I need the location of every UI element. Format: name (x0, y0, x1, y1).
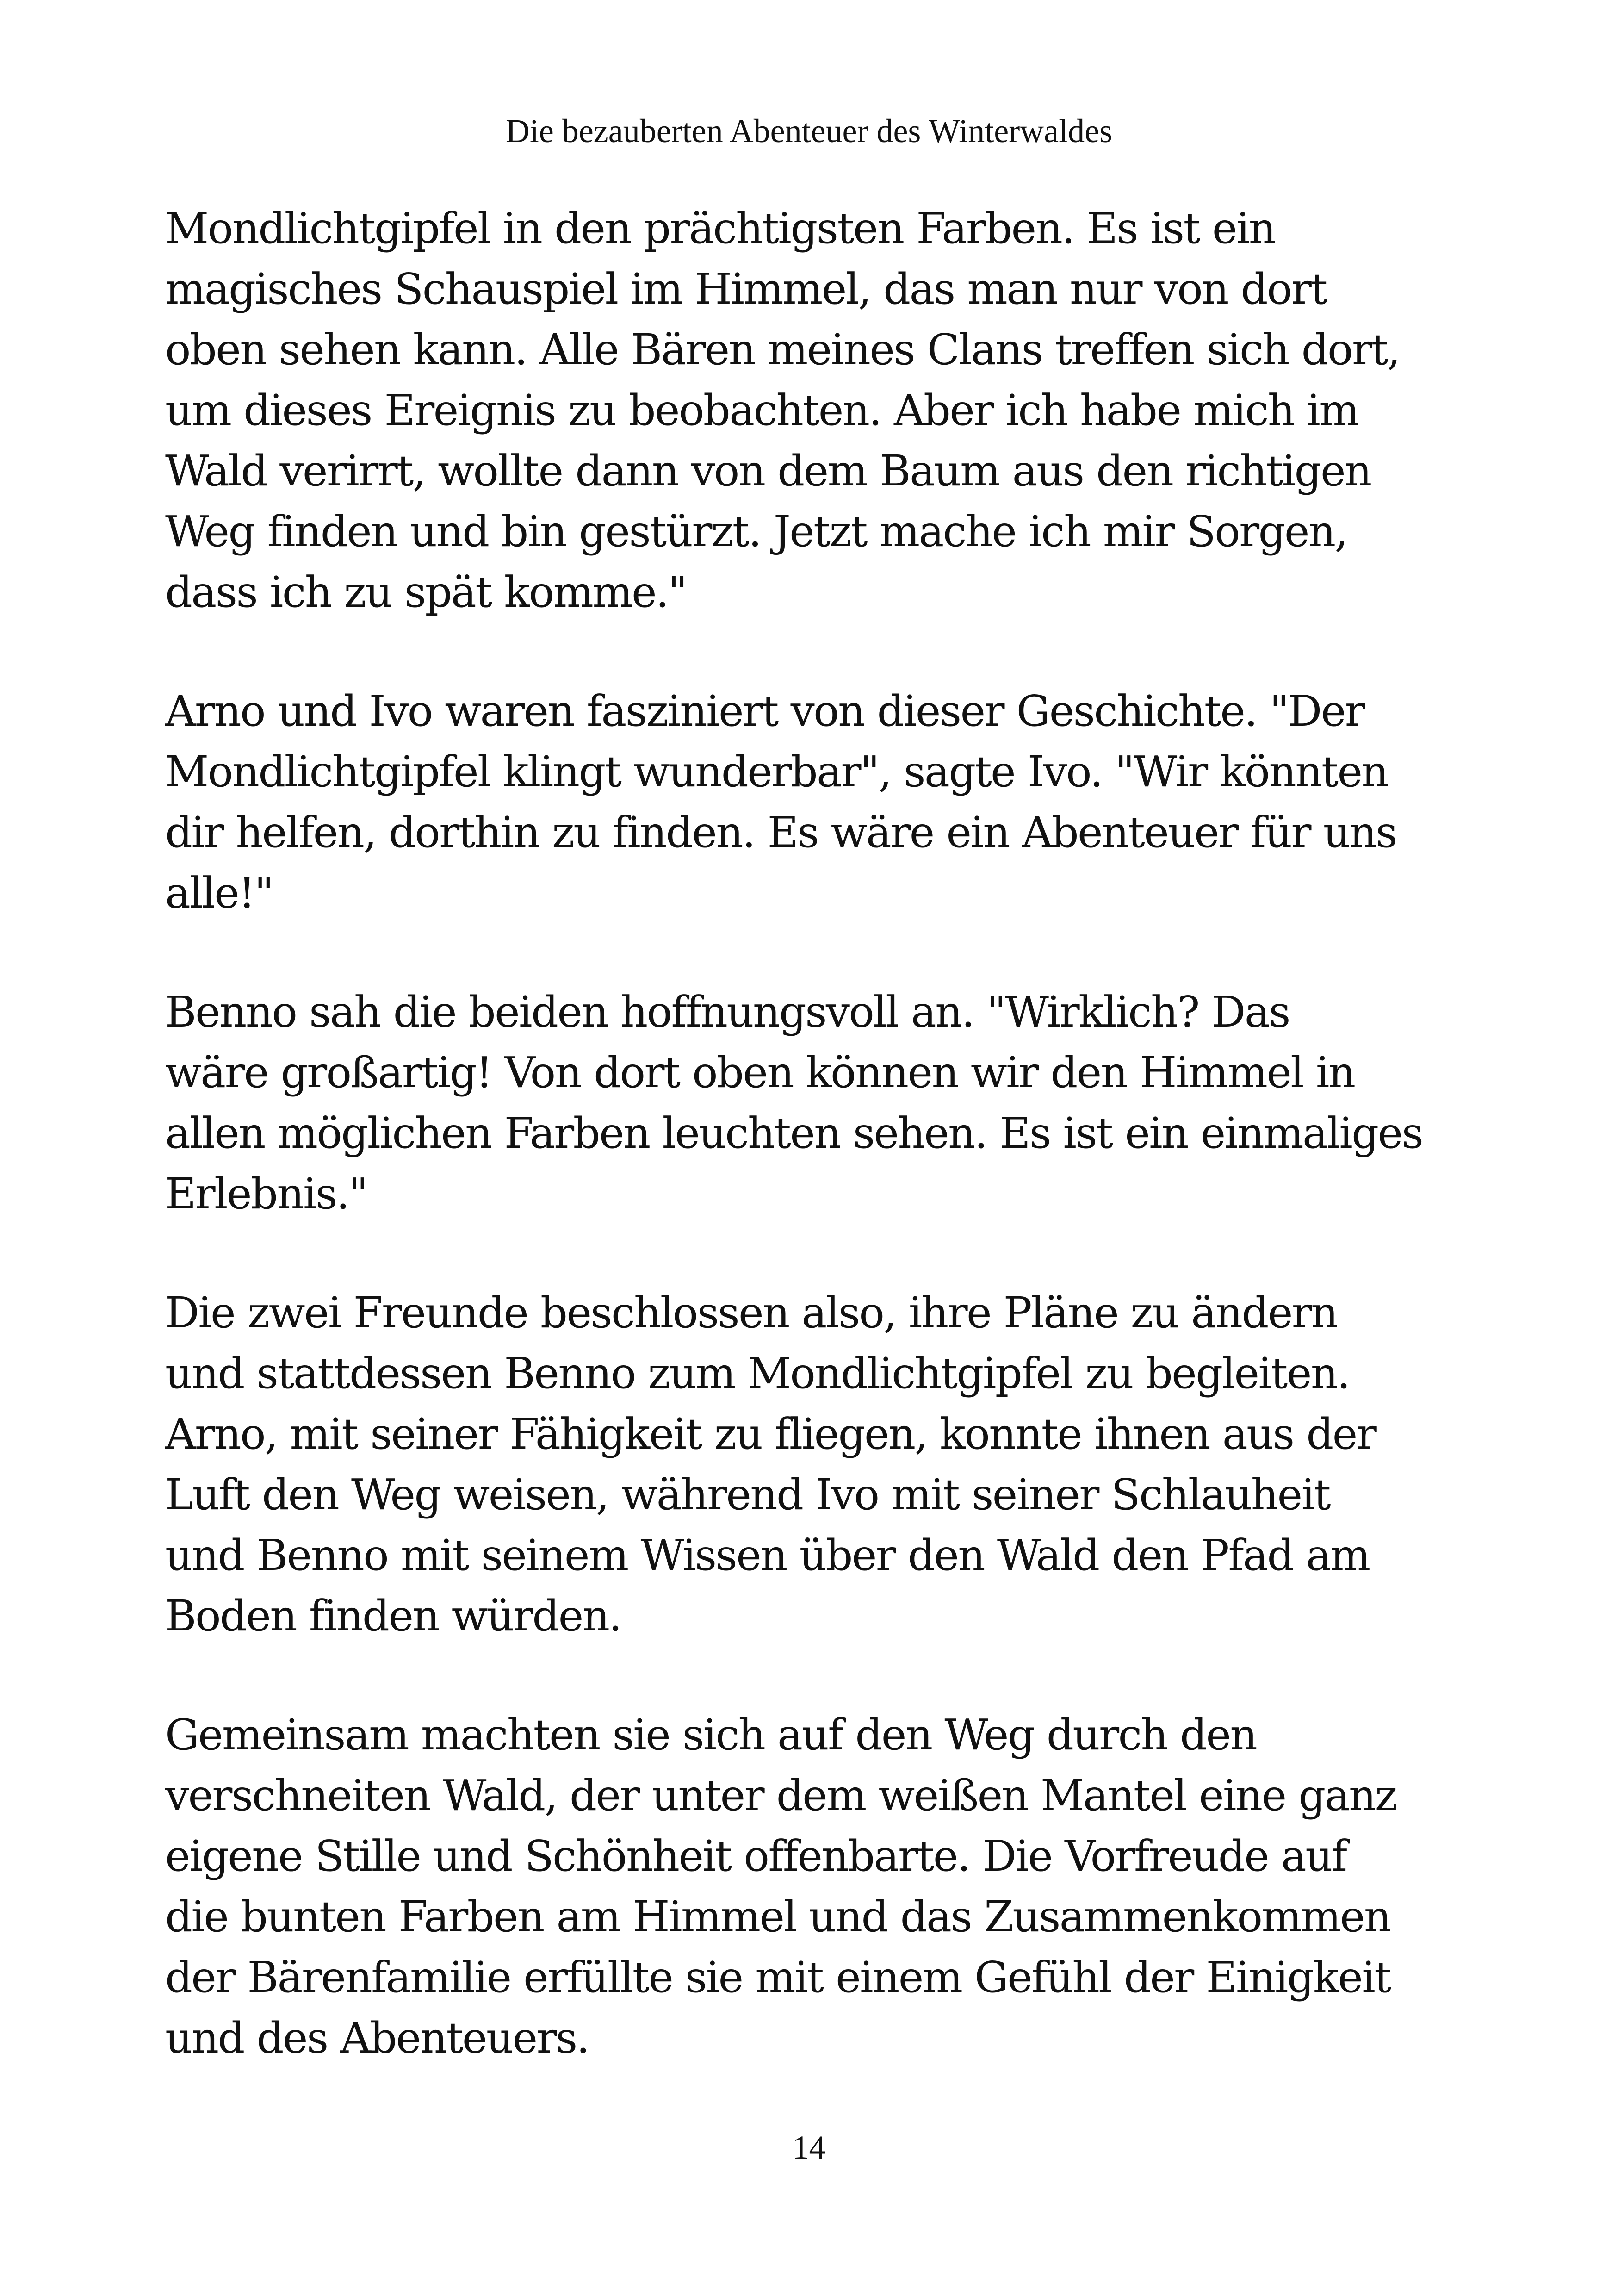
text-line: alle!" (165, 868, 273, 918)
text-line: Boden finden würden. (165, 1591, 621, 1641)
text-line: Wald verirrt, wollte dann von dem Baum aus den richtigen (165, 446, 1371, 496)
text-line: wäre großartig! Von dort oben können wir den Himmel in (165, 1048, 1355, 1097)
text-line: allen möglichen Farben leuchten sehen. Es ist ein einmaliges (165, 1108, 1423, 1158)
text-line: Gemeinsam machten sie sich auf den Weg durch den (165, 1710, 1257, 1760)
text-line: dir helfen, dorthin zu finden. Es wäre ein Abenteuer für uns (165, 808, 1396, 857)
paragraph (165, 1282, 1461, 1646)
text-line: dass ich zu spät komme." (165, 567, 687, 617)
text-line: Mondlichtgipfel klingt wunderbar", sagte Ivo. "Wir könnten (165, 747, 1388, 796)
text-line: Luft den Weg weisen, während Ivo mit seiner Schlauheit (165, 1470, 1330, 1519)
text-line: Benno sah die beiden hoffnungsvoll an. "Wirklich? Das (165, 987, 1289, 1037)
text-line: die bunten Farben am Himmel und das Zusammenkommen (165, 1892, 1390, 1941)
text-line: und stattdessen Benno zum Mondlichtgipfel zu begleiten. (165, 1349, 1350, 1398)
text-line: Mondlichtgipfel in den prächtigsten Farben. Es ist ein (165, 204, 1275, 253)
page-number: 14 (792, 2129, 826, 2166)
text-line: Arno, mit seiner Fähigkeit zu fliegen, konnte ihnen aus der (165, 1409, 1376, 1459)
text-line: Weg finden und bin gestürzt. Jetzt mache ich mir Sorgen, (165, 507, 1347, 556)
text-line: Erlebnis." (165, 1169, 367, 1219)
text-line: verschneiten Wald, der unter dem weißen Mantel eine ganz (165, 1771, 1396, 1820)
running-header: Die bezauberten Abenteuer des Winterwaldes (505, 112, 1113, 149)
body-text (165, 198, 1461, 2127)
text-line: und des Abenteuers. (165, 2013, 589, 2063)
text-line: oben sehen kann. Alle Bären meines Clans treffen sich dort, (165, 325, 1400, 374)
text-line: Arno und Ivo waren fasziniert von dieser Geschichte. "Der (165, 686, 1364, 736)
text-line: Die zwei Freunde beschlossen also, ihre Pläne zu ändern (165, 1288, 1338, 1338)
paragraph (165, 198, 1461, 622)
text-line: eigene Stille und Schönheit offenbarte. Die Vorfreude auf (165, 1831, 1346, 1881)
text-line: der Bärenfamilie erfüllte sie mit einem Gefühl der Einigkeit (165, 1953, 1390, 2002)
text-line: und Benno mit seinem Wissen über den Wald den Pfad am (165, 1531, 1370, 1580)
text-line: um dieses Ereignis zu beobachten. Aber ich habe mich im (165, 386, 1358, 435)
paragraph (165, 1705, 1461, 2068)
paragraph (165, 982, 1461, 1224)
paragraph (165, 681, 1461, 923)
text-line: magisches Schauspiel im Himmel, das man nur von dort (165, 264, 1327, 314)
